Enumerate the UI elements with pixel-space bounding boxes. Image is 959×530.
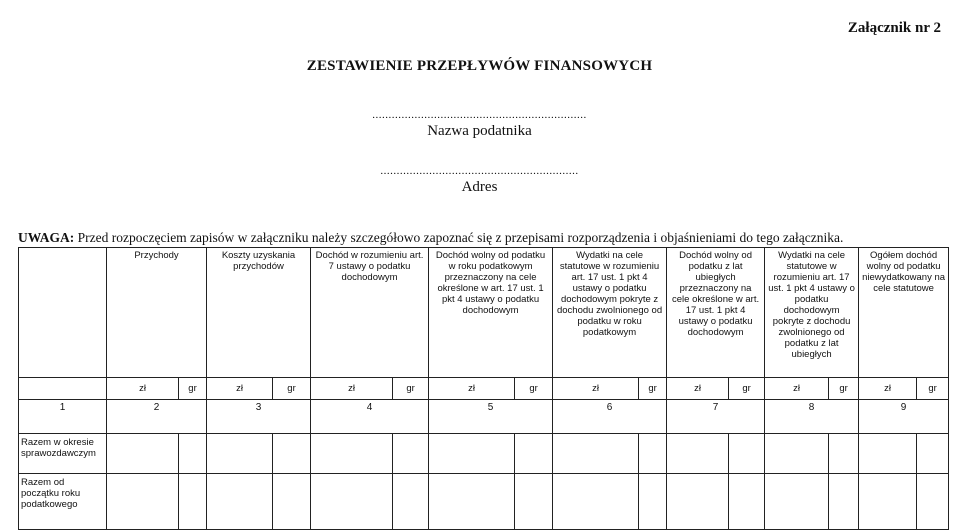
input-cell[interactable]: [859, 434, 917, 474]
header-cell: Przychody: [107, 248, 207, 378]
input-cell[interactable]: [667, 434, 729, 474]
header-cell: Dochód wolny od podatku z lat ubiegłych przeznaczony na cele określone w art. 17 ust. 1 pkt 4 ustawy o podatku dochodowym: [667, 248, 765, 378]
unit-zl: zł: [311, 378, 393, 400]
unit-zl: zł: [207, 378, 273, 400]
unit-gr: gr: [639, 378, 667, 400]
address-dotted-line: .............................................................: [380, 165, 579, 177]
input-cell[interactable]: [667, 474, 729, 530]
input-cell[interactable]: [515, 474, 553, 530]
input-cell[interactable]: [917, 474, 949, 530]
unit-zl: zł: [107, 378, 179, 400]
input-cell[interactable]: [639, 474, 667, 530]
input-cell[interactable]: [859, 474, 917, 530]
input-cell[interactable]: [273, 434, 311, 474]
input-cell[interactable]: [311, 434, 393, 474]
column-number: 7: [667, 400, 765, 434]
input-cell[interactable]: [765, 474, 829, 530]
input-cell[interactable]: [917, 434, 949, 474]
input-cell[interactable]: [311, 474, 393, 530]
column-number: 5: [429, 400, 553, 434]
header-cell: Dochód w rozumieniu art. 7 ustawy o podatku dochodowym: [311, 248, 429, 378]
row-label: Razem od początku roku podatkowego: [19, 474, 107, 530]
column-number: 1: [19, 400, 107, 434]
input-cell[interactable]: [829, 434, 859, 474]
financial-flows-table: [18, 247, 949, 530]
row-label: Razem w okresie sprawozdawczym: [19, 434, 107, 474]
address-caption: Adres: [461, 179, 498, 195]
unit-cell-blank: [19, 378, 107, 400]
input-cell[interactable]: [207, 474, 273, 530]
unit-gr: gr: [515, 378, 553, 400]
unit-gr: gr: [729, 378, 765, 400]
input-cell[interactable]: [207, 434, 273, 474]
unit-zl: zł: [667, 378, 729, 400]
table-row-period: [19, 434, 949, 474]
input-cell[interactable]: [107, 434, 179, 474]
unit-zl: zł: [429, 378, 515, 400]
table-row-year: [19, 474, 949, 530]
table-header-row: [19, 248, 949, 378]
unit-row: [19, 378, 949, 400]
unit-gr: gr: [393, 378, 429, 400]
unit-zl: zł: [859, 378, 917, 400]
input-cell[interactable]: [393, 434, 429, 474]
header-cell: Dochód wolny od podatku w roku podatkowym przeznaczony na cele określone w art. 17 ust. 1 pkt 4 ustawy o podatku dochodowym: [429, 248, 553, 378]
header-cell: Koszty uzyskania przychodów: [207, 248, 311, 378]
unit-zl: zł: [553, 378, 639, 400]
column-number: 8: [765, 400, 859, 434]
input-cell[interactable]: [273, 474, 311, 530]
input-cell[interactable]: [553, 434, 639, 474]
header-cell: Ogółem dochód wolny od podatku niewydatkowany na cele statutowe: [859, 248, 949, 378]
input-cell[interactable]: [179, 434, 207, 474]
header-cell-blank: [19, 248, 107, 378]
annex-label: Załącznik nr 2: [847, 20, 941, 36]
input-cell[interactable]: [429, 434, 515, 474]
input-cell[interactable]: [553, 474, 639, 530]
input-cell[interactable]: [179, 474, 207, 530]
column-number: 3: [207, 400, 311, 434]
input-cell[interactable]: [765, 434, 829, 474]
input-cell[interactable]: [515, 434, 553, 474]
input-cell[interactable]: [829, 474, 859, 530]
input-cell[interactable]: [729, 474, 765, 530]
column-number: 4: [311, 400, 429, 434]
unit-gr: gr: [917, 378, 949, 400]
header-cell: Wydatki na cele statutowe w rozumieniu art. 17 ust. 1 pkt 4 ustawy o podatku dochodowym pokryte z dochodu zwolnionego od podatku w roku podatkowym: [553, 248, 667, 378]
input-cell[interactable]: [393, 474, 429, 530]
taxpayer-name-caption: Nazwa podatnika: [427, 123, 532, 139]
column-number-row: [19, 400, 949, 434]
unit-gr: gr: [273, 378, 311, 400]
name-dotted-line: ..................................................................: [372, 109, 587, 121]
warning-text: Przed rozpoczęciem zapisów w załączniku należy szczegółowo zapoznać się z przepisami rozporządzenia i objaśnieniami do tego załącznika.: [74, 230, 844, 245]
column-number: 9: [859, 400, 949, 434]
unit-zl: zł: [765, 378, 829, 400]
warning-note: [18, 230, 843, 246]
unit-gr: gr: [829, 378, 859, 400]
column-number: 2: [107, 400, 207, 434]
column-number: 6: [553, 400, 667, 434]
input-cell[interactable]: [729, 434, 765, 474]
input-cell[interactable]: [639, 434, 667, 474]
document-title: ZESTAWIENIE PRZEPŁYWÓW FINANSOWYCH: [306, 58, 653, 74]
input-cell[interactable]: [429, 474, 515, 530]
warning-label: UWAGA:: [18, 230, 75, 245]
header-cell: Wydatki na cele statutowe w rozumieniu art. 17 ust. 1 pkt 4 ustawy o podatku dochodowym pokryte z dochodu zwolnionego od podatku z lat ubiegłych: [765, 248, 859, 378]
input-cell[interactable]: [107, 474, 179, 530]
unit-gr: gr: [179, 378, 207, 400]
